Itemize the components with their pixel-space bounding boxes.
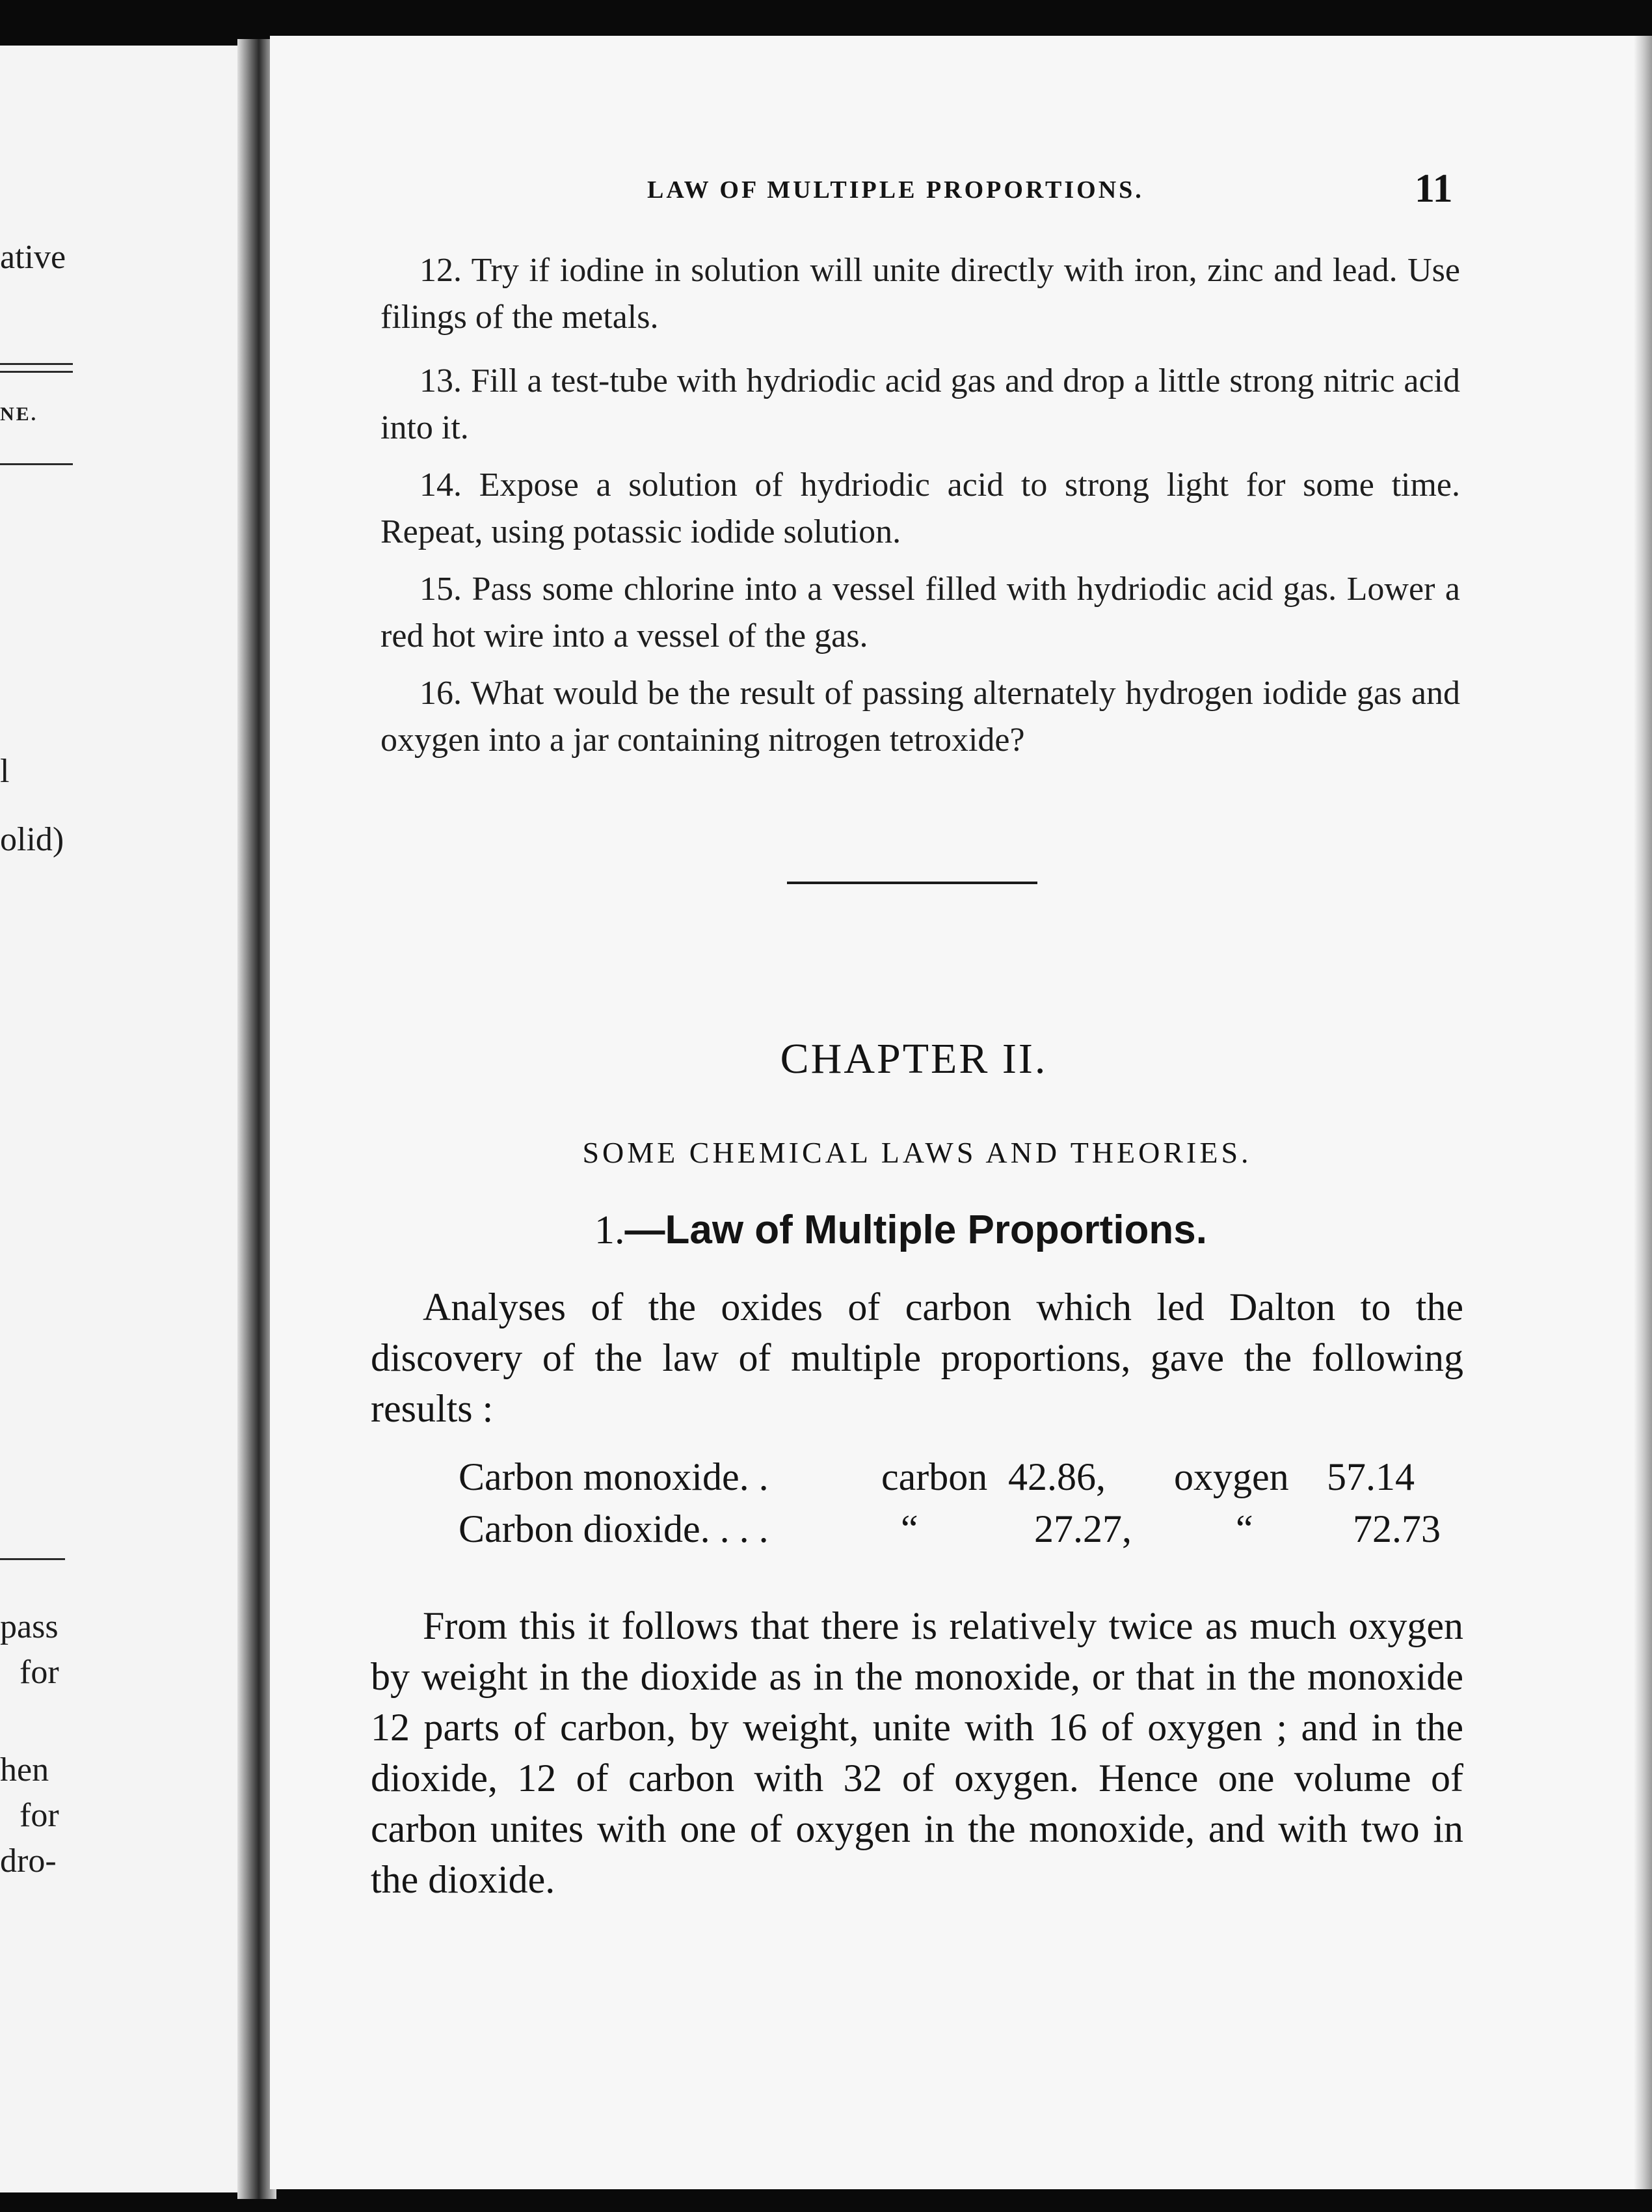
section-divider	[787, 882, 1037, 884]
exercise-text: Pass some chlorine into a vessel filled with hydriodic acid gas. Lower a red hot wire into a vessel of the gas.	[380, 571, 1461, 654]
left-facing-page	[0, 46, 254, 2192]
page-number: 11	[1415, 167, 1453, 211]
oxygen-value: 57.14	[1327, 1455, 1415, 1498]
exercise-number: 14.	[420, 466, 462, 504]
compound-name: Carbon monoxide. .	[459, 1455, 769, 1498]
exercise-text: Expose a solution of hydriodic acid to strong light for some time. Repeat, using potassic iodide solution.	[380, 466, 1460, 550]
conclusion-paragraph	[371, 1600, 1463, 1905]
oxygen-label: oxygen	[1174, 1455, 1289, 1498]
exercise-number: 15.	[420, 571, 462, 608]
chapter-subtitle: SOME CHEMICAL LAWS AND THEORIES.	[582, 1136, 1252, 1169]
chapter-title: CHAPTER II.	[780, 1035, 1048, 1083]
left-page-fragment: ative	[0, 239, 66, 276]
left-page-fragment: pass	[0, 1608, 59, 1645]
exercise-number: 16.	[420, 675, 462, 712]
exercise-item	[380, 462, 1460, 556]
left-page-rule	[0, 463, 73, 465]
left-page-fragment: l	[0, 753, 10, 790]
exercise-text: What would be the result of passing alternately hydrogen iodide gas and oxygen into a jar containing nitrogen tetroxide?	[380, 675, 1460, 759]
oxygen-value: 72.73	[1353, 1507, 1441, 1550]
intro-paragraph	[371, 1282, 1463, 1434]
left-page-fragment: NE.	[0, 403, 38, 425]
right-page	[270, 36, 1652, 2189]
left-page-fragment: for	[20, 1797, 59, 1834]
oxygen-label: “	[1236, 1507, 1253, 1550]
carbon-value: 42.86,	[1008, 1455, 1106, 1498]
carbon-value: 27.27,	[1034, 1507, 1132, 1550]
left-page-rule	[0, 363, 73, 365]
exercise-item	[380, 670, 1460, 764]
compound-name: Carbon dioxide. . . .	[459, 1507, 769, 1550]
left-page-fragment: dro-	[0, 1842, 57, 1880]
exercise-number: 13.	[420, 362, 462, 399]
conclusion-paragraph-text: From this it follows that there is relatively twice as much oxygen by weight in the dioxide as in the monoxide, or that in the monoxide 12 parts of carbon, by weight, unite with 16 of oxygen ; and in the dioxide, 12 of carbon with 32 of oxygen. Hence one volume of carbon unites with one of oxygen in the monoxide, and with two in the dioxide.	[371, 1604, 1463, 1901]
exercise-text: Fill a test-tube with hydriodic acid gas and drop a little strong nitric acid into it.	[380, 362, 1461, 446]
left-page-rule	[0, 371, 73, 373]
exercise-item	[380, 247, 1460, 341]
left-page-rule	[0, 1558, 65, 1560]
exercise-number: 12.	[420, 252, 462, 289]
exercise-item	[380, 358, 1460, 452]
left-page-fragment: hen	[0, 1751, 49, 1788]
running-head: LAW OF MULTIPLE PROPORTIONS.	[647, 176, 1144, 204]
carbon-label: “	[901, 1507, 918, 1550]
section-number: 1.	[594, 1208, 625, 1252]
intro-paragraph-text: Analyses of the oxides of carbon which led Dalton to the discovery of the law of multiple proportions, gave the following results :	[371, 1286, 1463, 1430]
left-page-fragment: olid)	[0, 821, 64, 858]
section-title: —Law of Multiple Proportions.	[624, 1207, 1208, 1252]
page-edge	[1634, 36, 1652, 2189]
section-heading	[270, 1207, 1532, 1254]
exercise-item	[380, 566, 1460, 660]
left-page-fragment: for	[20, 1654, 59, 1691]
carbon-label: carbon	[881, 1455, 988, 1498]
exercise-text: Try if iodine in solution will unite directly with iron, zinc and lead. Use filings of the metals.	[380, 252, 1461, 336]
